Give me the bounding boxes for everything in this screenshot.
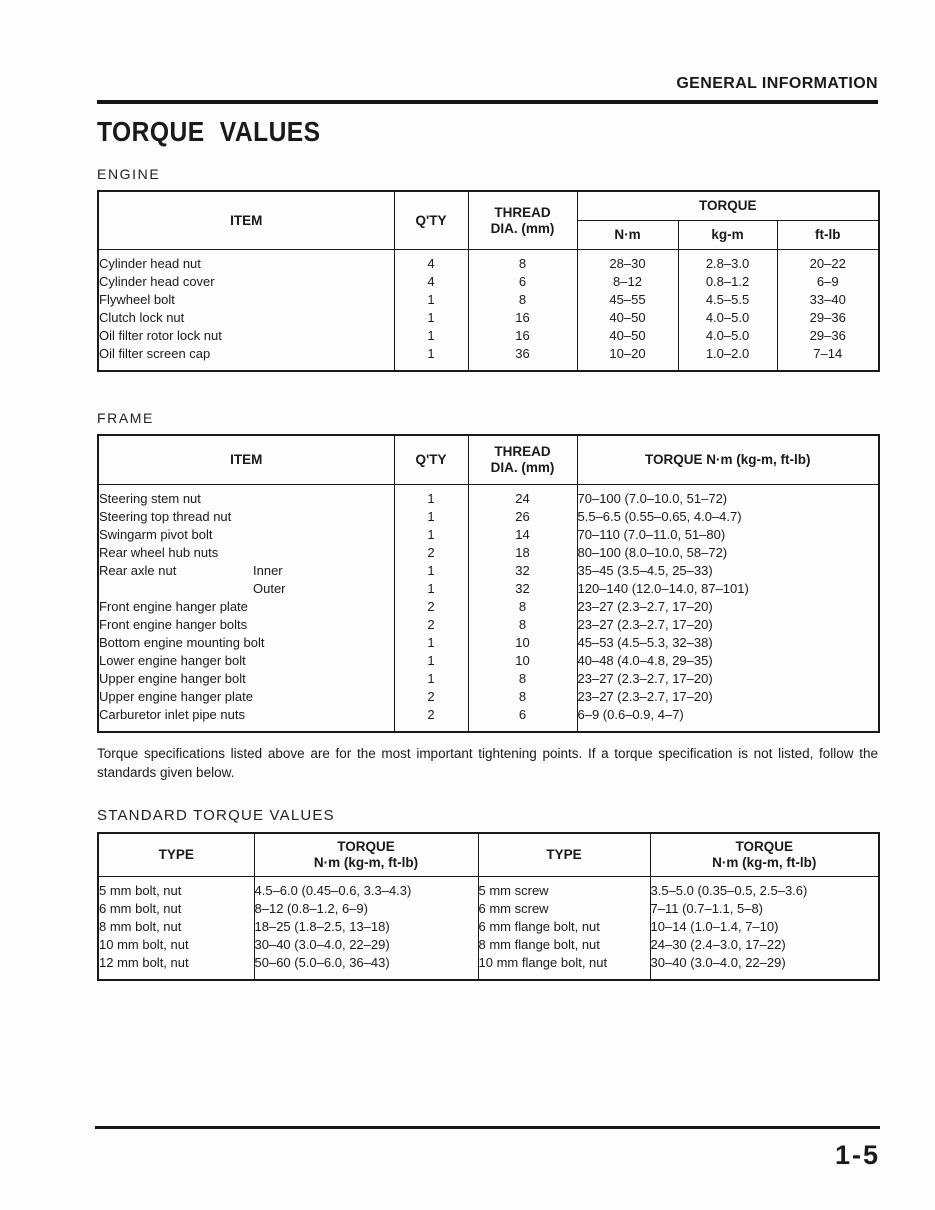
cell-torque: 120–140 (12.0–14.0, 87–101) bbox=[577, 580, 879, 598]
table-row bbox=[98, 508, 879, 526]
cell-item: Flywheel bolt bbox=[98, 291, 394, 309]
cell-item: Upper engine hanger bolt bbox=[98, 670, 394, 688]
col-header-ftlb: ft-lb bbox=[777, 221, 879, 250]
cell-torque-ftlb: 33–40 bbox=[777, 291, 879, 309]
cell-qty: 1 bbox=[394, 652, 468, 670]
cell-torque-kgm: 0.8–1.2 bbox=[678, 273, 777, 291]
cell-item: Upper engine hanger plate bbox=[98, 688, 394, 706]
cell-torque-ftlb: 20–22 bbox=[777, 250, 879, 274]
col-header-type-2: TYPE bbox=[478, 833, 650, 877]
cell-qty: 1 bbox=[394, 562, 468, 580]
col-header-type-1: TYPE bbox=[98, 833, 254, 877]
cell-torque-nm: 40–50 bbox=[577, 327, 678, 345]
cell-qty: 4 bbox=[394, 273, 468, 291]
cell-type-2: 6 mm flange bolt, nut bbox=[478, 918, 650, 936]
cell-thread-dia: 18 bbox=[468, 544, 577, 562]
section-label-frame: FRAME bbox=[97, 410, 154, 426]
cell-thread-dia: 8 bbox=[468, 616, 577, 634]
cell-thread-dia: 8 bbox=[468, 688, 577, 706]
cell-item: Rear axle nut Inner bbox=[98, 562, 394, 580]
table-row bbox=[98, 652, 879, 670]
cell-torque-ftlb: 6–9 bbox=[777, 273, 879, 291]
col-header-nm: N·m bbox=[577, 221, 678, 250]
cell-item: Bottom engine mounting bolt bbox=[98, 634, 394, 652]
cell-type-1: 10 mm bolt, nut bbox=[98, 936, 254, 954]
cell-type-2: 10 mm flange bolt, nut bbox=[478, 954, 650, 980]
cell-torque-ftlb: 7–14 bbox=[777, 345, 879, 371]
page-footer bbox=[95, 1126, 880, 1171]
cell-torque-nm: 8–12 bbox=[577, 273, 678, 291]
table-row bbox=[98, 688, 879, 706]
frame-header-row bbox=[98, 435, 879, 485]
cell-torque-kgm: 4.0–5.0 bbox=[678, 327, 777, 345]
col-header-torque-1: TORQUE N·m (kg-m, ft-lb) bbox=[254, 833, 478, 877]
col-header-qty: Q'TY bbox=[394, 435, 468, 485]
cell-thread-dia: 8 bbox=[468, 291, 577, 309]
cell-item: Steering top thread nut bbox=[98, 508, 394, 526]
cell-type-1: 6 mm bolt, nut bbox=[98, 900, 254, 918]
cell-thread-dia: 16 bbox=[468, 327, 577, 345]
cell-torque: 70–110 (7.0–11.0, 51–80) bbox=[577, 526, 879, 544]
cell-item: Oil filter rotor lock nut bbox=[98, 327, 394, 345]
cell-item-sub: Outer bbox=[253, 581, 286, 596]
cell-item: Rear wheel hub nuts bbox=[98, 544, 394, 562]
cell-torque-1: 50–60 (5.0–6.0, 36–43) bbox=[254, 954, 478, 980]
cell-qty: 2 bbox=[394, 598, 468, 616]
cell-torque: 23–27 (2.3–2.7, 17–20) bbox=[577, 670, 879, 688]
cell-torque-nm: 28–30 bbox=[577, 250, 678, 274]
cell-item: Oil filter screen cap bbox=[98, 345, 394, 371]
col-header-item: ITEM bbox=[98, 191, 394, 250]
cell-thread-dia: 16 bbox=[468, 309, 577, 327]
cell-qty: 4 bbox=[394, 250, 468, 274]
cell-thread-dia: 14 bbox=[468, 526, 577, 544]
cell-torque-nm: 45–55 bbox=[577, 291, 678, 309]
cell-qty: 1 bbox=[394, 634, 468, 652]
cell-torque-2: 10–14 (1.0–1.4, 7–10) bbox=[650, 918, 879, 936]
cell-torque: 70–100 (7.0–10.0, 51–72) bbox=[577, 485, 879, 509]
cell-torque: 5.5–6.5 (0.55–0.65, 4.0–4.7) bbox=[577, 508, 879, 526]
table-row bbox=[98, 598, 879, 616]
cell-torque-ftlb: 29–36 bbox=[777, 309, 879, 327]
cell-thread-dia: 32 bbox=[468, 580, 577, 598]
table-row bbox=[98, 954, 879, 980]
cell-item: Carburetor inlet pipe nuts bbox=[98, 706, 394, 732]
cell-type-2: 5 mm screw bbox=[478, 877, 650, 901]
cell-torque: 40–48 (4.0–4.8, 29–35) bbox=[577, 652, 879, 670]
table-row bbox=[98, 291, 879, 309]
table-row bbox=[98, 345, 879, 371]
section-label-engine: ENGINE bbox=[97, 166, 161, 182]
engine-header-row-1 bbox=[98, 191, 879, 221]
col-header-torque-2: TORQUE N·m (kg-m, ft-lb) bbox=[650, 833, 879, 877]
cell-thread-dia: 10 bbox=[468, 634, 577, 652]
table-row bbox=[98, 485, 879, 509]
table-row bbox=[98, 309, 879, 327]
cell-torque-nm: 10–20 bbox=[577, 345, 678, 371]
table-row bbox=[98, 634, 879, 652]
cell-torque: 80–100 (8.0–10.0, 58–72) bbox=[577, 544, 879, 562]
cell-item: Steering stem nut bbox=[98, 485, 394, 509]
col-header-torque-group: TORQUE bbox=[577, 191, 879, 221]
page-header: GENERAL INFORMATION bbox=[676, 75, 878, 92]
cell-torque-kgm: 1.0–2.0 bbox=[678, 345, 777, 371]
col-header-qty: Q'TY bbox=[394, 191, 468, 250]
cell-torque-1: 8–12 (0.8–1.2, 6–9) bbox=[254, 900, 478, 918]
table-row bbox=[98, 877, 879, 901]
col-header-item: ITEM bbox=[98, 435, 394, 485]
engine-torque-table bbox=[97, 190, 880, 372]
table-row bbox=[98, 616, 879, 634]
cell-thread-dia: 24 bbox=[468, 485, 577, 509]
section-label-standard-torque: STANDARD TORQUE VALUES bbox=[97, 807, 335, 824]
cell-qty: 2 bbox=[394, 616, 468, 634]
cell-item: Clutch lock nut bbox=[98, 309, 394, 327]
cell-type-1: 8 mm bolt, nut bbox=[98, 918, 254, 936]
cell-torque: 23–27 (2.3–2.7, 17–20) bbox=[577, 688, 879, 706]
page-title: TORQUE VALUES bbox=[97, 116, 321, 147]
col-header-torque: TORQUE N·m (kg-m, ft-lb) bbox=[577, 435, 879, 485]
cell-qty: 1 bbox=[394, 508, 468, 526]
standard-header-row bbox=[98, 833, 879, 877]
cell-item: Cylinder head cover bbox=[98, 273, 394, 291]
cell-qty: 1 bbox=[394, 345, 468, 371]
cell-torque: 35–45 (3.5–4.5, 25–33) bbox=[577, 562, 879, 580]
cell-qty: 2 bbox=[394, 688, 468, 706]
table-row bbox=[98, 670, 879, 688]
cell-qty: 1 bbox=[394, 291, 468, 309]
cell-item: Cylinder head nut bbox=[98, 250, 394, 274]
cell-qty: 1 bbox=[394, 526, 468, 544]
cell-qty: 1 bbox=[394, 580, 468, 598]
cell-torque-2: 30–40 (3.0–4.0, 22–29) bbox=[650, 954, 879, 980]
cell-type-2: 8 mm flange bolt, nut bbox=[478, 936, 650, 954]
table-row bbox=[98, 273, 879, 291]
cell-item-sub: Inner bbox=[253, 563, 283, 578]
cell-item: Front engine hanger bolts bbox=[98, 616, 394, 634]
cell-thread-dia: 6 bbox=[468, 273, 577, 291]
cell-thread-dia: 36 bbox=[468, 345, 577, 371]
cell-type-1: 12 mm bolt, nut bbox=[98, 954, 254, 980]
cell-item: Swingarm pivot bolt bbox=[98, 526, 394, 544]
standard-torque-table bbox=[97, 832, 880, 981]
cell-thread-dia: 26 bbox=[468, 508, 577, 526]
cell-thread-dia: 10 bbox=[468, 652, 577, 670]
cell-thread-dia: 8 bbox=[468, 670, 577, 688]
page-number: 1-5 bbox=[834, 1140, 880, 1170]
cell-torque-1: 18–25 (1.8–2.5, 13–18) bbox=[254, 918, 478, 936]
cell-torque-2: 7–11 (0.7–1.1, 5–8) bbox=[650, 900, 879, 918]
table-row bbox=[98, 250, 879, 274]
cell-torque-nm: 40–50 bbox=[577, 309, 678, 327]
cell-thread-dia: 6 bbox=[468, 706, 577, 732]
cell-torque: 23–27 (2.3–2.7, 17–20) bbox=[577, 598, 879, 616]
table-row bbox=[98, 900, 879, 918]
cell-qty: 1 bbox=[394, 670, 468, 688]
cell-torque-2: 24–30 (2.4–3.0, 17–22) bbox=[650, 936, 879, 954]
footer-rule bbox=[95, 1126, 880, 1129]
note-paragraph: Torque specifications listed above are for the most important tightening points. If a torque specification is not listed, follow the standards given below. bbox=[97, 746, 878, 780]
cell-qty: 2 bbox=[394, 706, 468, 732]
col-header-kgm: kg-m bbox=[678, 221, 777, 250]
cell-qty: 1 bbox=[394, 327, 468, 345]
table-row bbox=[98, 936, 879, 954]
table-row bbox=[98, 580, 879, 598]
table-row bbox=[98, 544, 879, 562]
header-rule bbox=[97, 100, 878, 104]
cell-torque-kgm: 2.8–3.0 bbox=[678, 250, 777, 274]
cell-type-2: 6 mm screw bbox=[478, 900, 650, 918]
table-row bbox=[98, 918, 879, 936]
cell-type-1: 5 mm bolt, nut bbox=[98, 877, 254, 901]
cell-thread-dia: 32 bbox=[468, 562, 577, 580]
cell-item: Lower engine hanger bolt bbox=[98, 652, 394, 670]
cell-item bbox=[98, 580, 394, 598]
cell-torque: 6–9 (0.6–0.9, 4–7) bbox=[577, 706, 879, 732]
cell-torque-1: 30–40 (3.0–4.0, 22–29) bbox=[254, 936, 478, 954]
table-row bbox=[98, 562, 879, 580]
cell-torque-kgm: 4.5–5.5 bbox=[678, 291, 777, 309]
cell-torque-kgm: 4.0–5.0 bbox=[678, 309, 777, 327]
cell-qty: 1 bbox=[394, 309, 468, 327]
cell-thread-dia: 8 bbox=[468, 250, 577, 274]
cell-torque: 45–53 (4.5–5.3, 32–38) bbox=[577, 634, 879, 652]
cell-qty: 1 bbox=[394, 485, 468, 509]
cell-torque-1: 4.5–6.0 (0.45–0.6, 3.3–4.3) bbox=[254, 877, 478, 901]
table-row bbox=[98, 706, 879, 732]
col-header-thread-dia: THREAD DIA. (mm) bbox=[468, 191, 577, 250]
cell-torque: 23–27 (2.3–2.7, 17–20) bbox=[577, 616, 879, 634]
cell-thread-dia: 8 bbox=[468, 598, 577, 616]
table-row bbox=[98, 526, 879, 544]
cell-item: Front engine hanger plate bbox=[98, 598, 394, 616]
cell-torque-2: 3.5–5.0 (0.35–0.5, 2.5–3.6) bbox=[650, 877, 879, 901]
frame-torque-table bbox=[97, 434, 880, 733]
cell-qty: 2 bbox=[394, 544, 468, 562]
cell-torque-ftlb: 29–36 bbox=[777, 327, 879, 345]
col-header-thread-dia: THREAD DIA. (mm) bbox=[468, 435, 577, 485]
table-row bbox=[98, 327, 879, 345]
